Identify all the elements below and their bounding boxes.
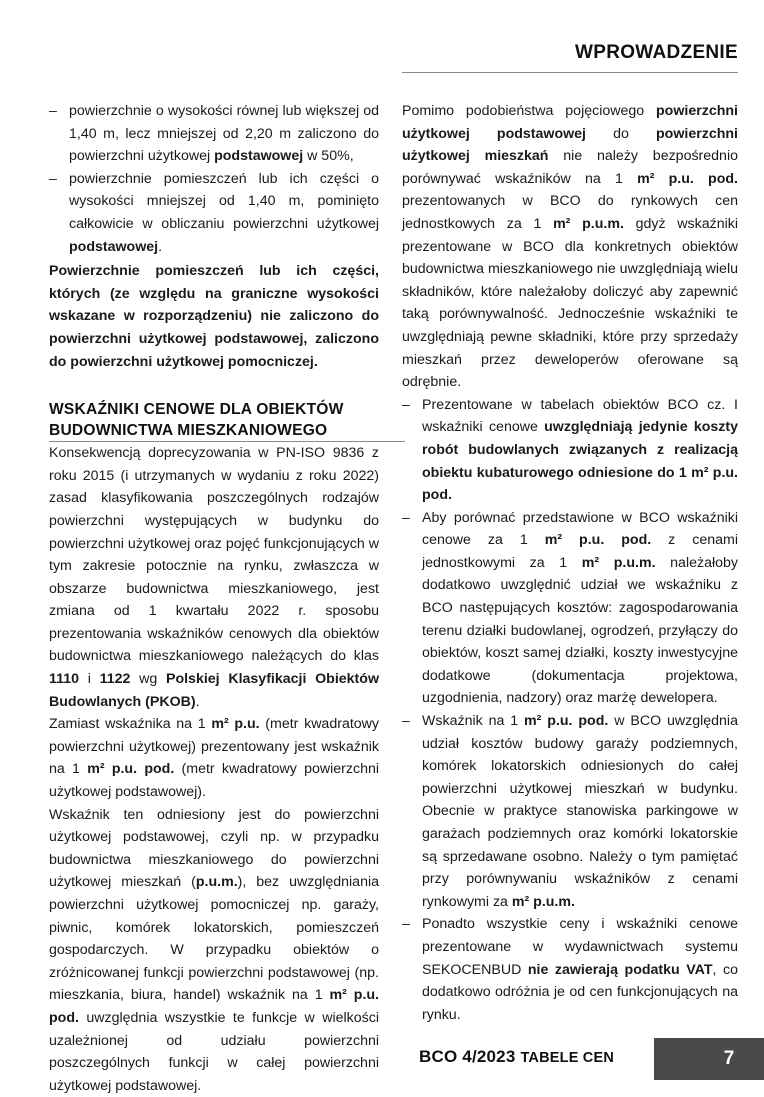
right-column [402, 100, 738, 1026]
paragraph: Wskaźnik ten odniesiony jest do powierzchni użytkowej podstawowej, czyli np. w przypadku budownictwa mieszkaniowego do powierzchni użytkowej mieszkań (p.u.m.), bez uwzględniania powierzchni użytkowej pomocniczej np. garaży, piwnic, komórek lokatorskich, pomieszczeń gospodarczych. W przypadku obiektów o zróżnicowanej funkcji powierzchni podstawowej (np. mieszkania, biura, handel) wskaźnik na 1 m² p.u. pod. uwzględnia wszystkie te funkcje w wielkości uzależnionej od udziału powierzchni poszczególnych funkcji w całej powierzchni użytkowej podstawowej. [49, 806, 380, 1094]
paragraph: Konsekwencją doprecyzowania w PN-ISO 9836 z roku 2015 (i utrzymanych w wydaniu z roku 2022) zasad klasyfikowania poszczególnych rodzajów powierzchni występujących w budynku do powierzchni użytkowej oraz pojęć funkcjonujących w tym zakresie potocznie na rynku, zwłaszcza w obszarze budownictwa mieszkaniowego, jest zmiana od 1 kwartału 2022 r. sposobu prezentowania wskaźników cenowych dla obiektów budownictwa mieszkaniowego należących do klas 1110 i 1122 wg Polskiej Klasyfikacji Obiektów Budowlanych (PKOB). [49, 445, 379, 710]
left-column [49, 100, 379, 1097]
list-item: – powierzchnie o wysokości równej lub większej od 1,40 m, lecz mniejszej od 2,20 m zaliczono do powierzchni użytkowej podstawowej w 50%, [49, 100, 379, 168]
section-heading: WSKAŹNIKI CENOWE DLA OBIEKTÓW BUDOWNICTWA MIESZKANIOWEGO [49, 401, 344, 440]
list-item: – Aby porównać przedstawione w BCO wskaźniki cenowe za 1 m² p.u. pod. z cenami jednostkowymi za 1 m² p.u.m. należałoby dodatkowo uwzględnić udział we wskaźniku z BCO następujących kosztów: zagospodarowania terenu działki budowlanej, ogrodzeń, przyłączy do obiektów, koszt samej działki, koszty inwestycyjne dodatkowe (dokumentacja projektowa, uzgodnienia, nadzory) oraz marżę dewelopera. [402, 507, 738, 710]
paragraph: Zamiast wskaźnika na 1 m² p.u. (metr kwadratowy powierzchni użytkowej) prezentowany jest wskaźnik na 1 m² p.u. pod. (metr kwadratowy powierzchni użytkowej podstawowej). [49, 716, 380, 801]
bold-paragraph: Powierzchnie pomieszczeń lub ich części, których (ze względu na graniczne wysokości wskazane w rozporządzeniu) nie zaliczono do powierzchni użytkowej podstawowej, zaliczono do powierzchni użytkowej pomocniczej. [49, 263, 379, 370]
list-item: – powierzchnie pomieszczeń lub ich części o wysokości mniejszej od 1,40 m, pominięto całkowicie w obliczaniu powierzchni użytkowej podstawowej. [49, 168, 379, 258]
notes-list [402, 394, 738, 1027]
page-number: 7 [654, 1038, 764, 1080]
footer-publication: BCO 4/2023 TABELE CEN [419, 1047, 615, 1066]
header-divider [402, 72, 738, 73]
list-item: – Prezentowane w tabelach obiektów BCO cz. I wskaźniki cenowe uwzględniają jedynie koszty robót budowlanych związanych z realizacją obiektu kubaturowego odniesione do 1 m² p.u. pod. [402, 394, 738, 507]
list-item: – Ponadto wszystkie ceny i wskaźniki cenowe prezentowane w wydawnictwach systemu SEKOCENBUD nie zawierają podatku VAT, co dodatkowo odróżnia je od cen funkcjonujących na rynku. [402, 913, 738, 1026]
paragraph: Pomimo podobieństwa pojęciowego powierzchni użytkowej podstawowej do powierzchni użytkowej mieszkań nie należy bezpośrednio porównywać wskaźników na 1 m² p.u. pod. prezentowanych w BCO do rynkowych cen jednostkowych za 1 m² p.u.m. gdyż wskaźniki prezentowane w BCO dla konkretnych obiektów budownictwa mieszkaniowego nie uwzględniają wielu składników, które należałoby doliczyć aby zapewnić taką porównywalność. Jednocześnie wskaźniki te uwzględniają pewne składniki, które przy sprzedaży mieszkań przez deweloperów oferowane są odrębnie. [402, 103, 738, 391]
list-item: – Wskaźnik na 1 m² p.u. pod. w BCO uwzględnia udział kosztów budowy garaży podziemnych, komórek lokatorskich odniesionych do całej powierzchni użytkowej mieszkań w budynku. Obecnie w praktyce stanowiska parkingowe w garażach podziemnych oraz komórki lokatorskie są sprzedawane osobno. Należy o tym pamiętać przy porównywaniu wskaźników z cenami rynkowymi za m² p.u.m. [402, 710, 738, 913]
height-rules-list [49, 100, 379, 258]
running-header-title: WPROWADZENIE [575, 42, 738, 63]
